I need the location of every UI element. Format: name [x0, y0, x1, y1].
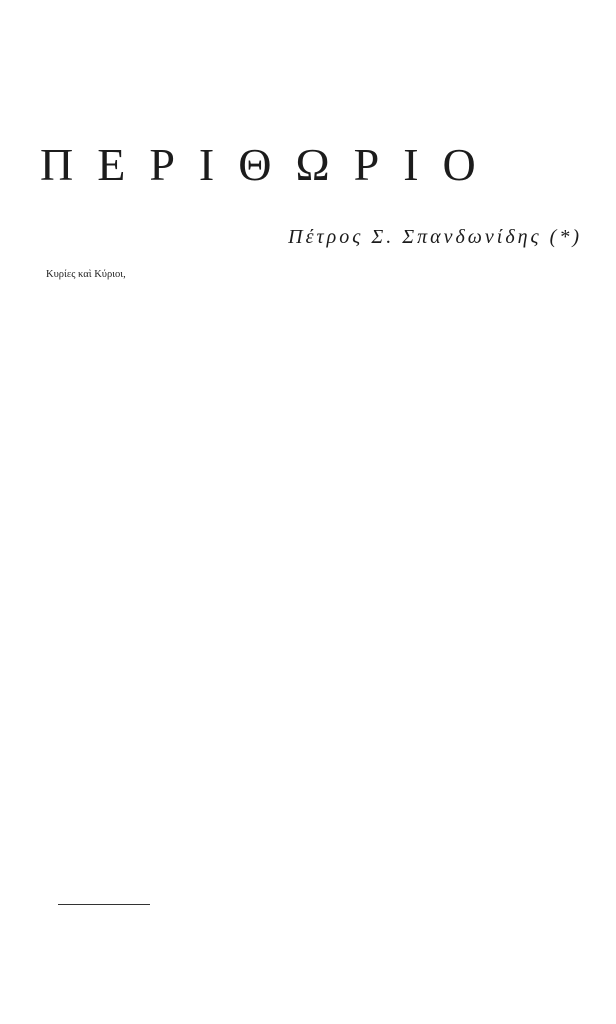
footnote-divider: [58, 904, 150, 905]
article-title: ΠΕΡΙΘΩΡΙΟ: [40, 142, 500, 188]
left-column: [46, 268, 314, 968]
right-column: [318, 264, 586, 994]
article-author: Πέτρος Σ. Σπανδωνίδης (*): [288, 226, 582, 248]
salutation: Κυρίες καὶ Κύριοι,: [46, 269, 126, 280]
